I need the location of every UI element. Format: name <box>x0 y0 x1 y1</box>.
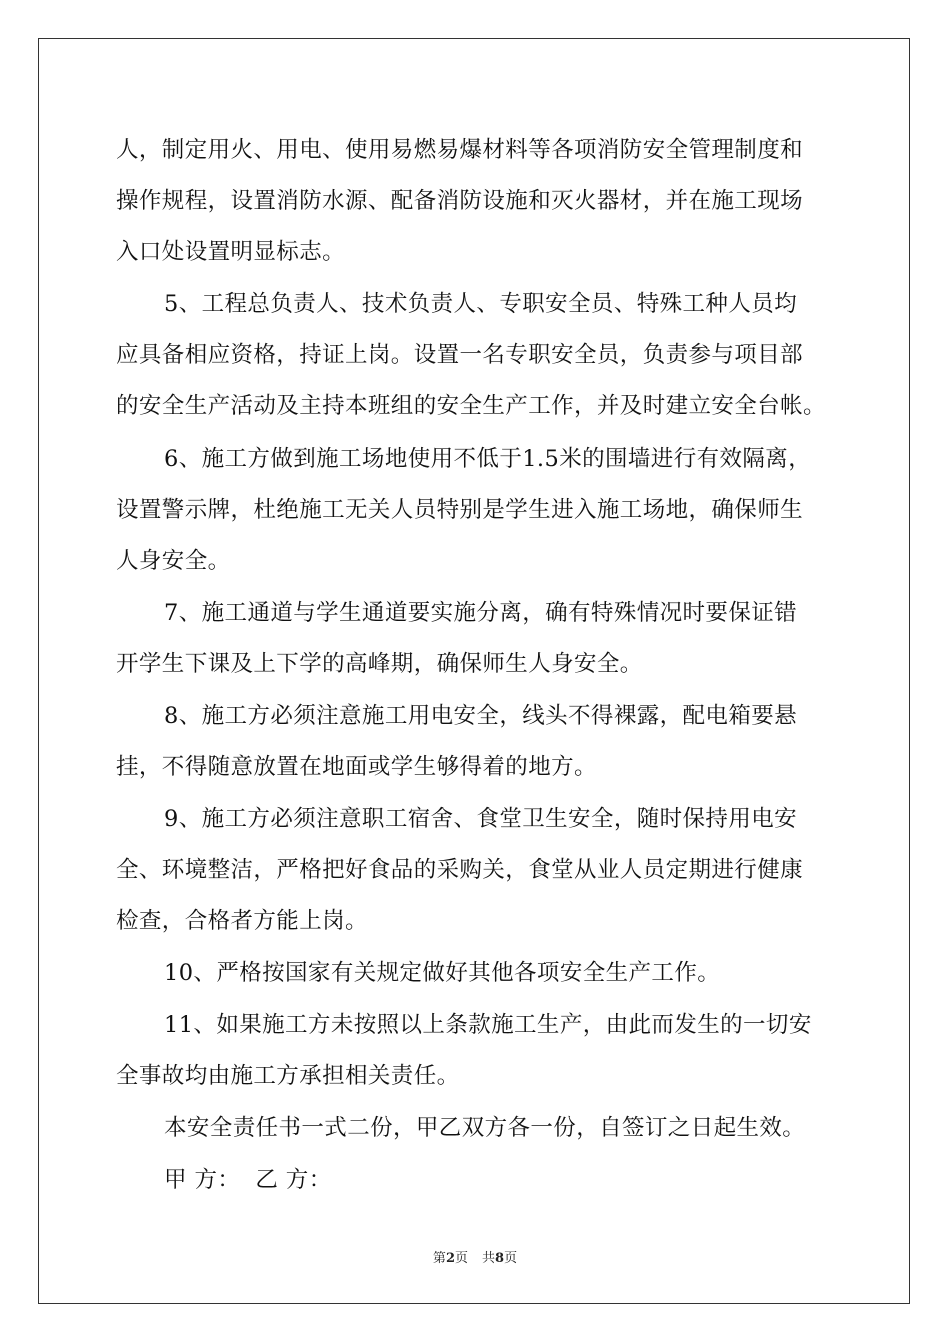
effective-clause-line: 本安全责任书一式二份，甲乙双方各一份，自签订之日起生效。 <box>164 1115 806 1141</box>
text-line: 操作规程，设置消防水源、配备消防设施和灭火器材，并在施工现场 <box>116 188 804 214</box>
text-line: 应具备相应资格，持证上岗。设置一名专职安全员，负责参与项目部 <box>116 342 804 368</box>
text-line: 设置警示牌，杜绝施工无关人员特别是学生进入施工场地，确保师生 <box>116 497 804 523</box>
text-line: 挂，不得随意放置在地面或学生够得着的地方。 <box>116 754 597 780</box>
text-line: 全、环境整洁，严格把好食品的采购关，食堂从业人员定期进行健康 <box>116 857 804 883</box>
paragraph-5-line: 5、工程总负责人、技术负责人、专职安全员、特殊工种人员均 <box>164 291 798 317</box>
page-prefix: 第 <box>432 1251 446 1266</box>
text-line: 全事故均由施工方承担相关责任。 <box>116 1063 460 1089</box>
paragraph-9-line: 9、施工方必须注意职工宿舍、食堂卫生安全，随时保持用电安 <box>164 806 798 832</box>
paragraph-6-line: 6、施工方做到施工场地使用不低于1.5米的围墙进行有效隔离， <box>164 446 812 472</box>
page-number: 2 <box>445 1251 455 1266</box>
paragraph-7-line: 7、施工通道与学生通道要实施分离，确有特殊情况时要保证错 <box>164 600 798 626</box>
signature-parties-line: 甲 方： 乙 方： <box>164 1167 332 1193</box>
text-line: 入口处设置明显标志。 <box>116 239 346 265</box>
paragraph-11-line: 11、如果施工方未按照以上条款施工生产，由此而发生的一切安 <box>164 1012 812 1038</box>
page-suffix: 页 <box>454 1251 468 1266</box>
total-pages: 8 <box>495 1251 505 1266</box>
paragraph-10-line: 10、严格按国家有关规定做好其他各项安全生产工作。 <box>164 960 721 986</box>
text-line: 检查，合格者方能上岗。 <box>116 908 368 934</box>
text-line: 人，制定用火、用电、使用易燃易爆材料等各项消防安全管理制度和 <box>116 137 804 163</box>
total-suffix: 页 <box>504 1251 518 1266</box>
paragraph-8-line: 8、施工方必须注意施工用电安全，线头不得裸露，配电箱要悬 <box>164 703 798 729</box>
page-footer <box>0 1247 950 1266</box>
text-line: 开学生下课及上下学的高峰期，确保师生人身安全。 <box>116 651 643 677</box>
total-prefix: 共 <box>482 1251 496 1266</box>
text-line: 人身安全。 <box>116 548 231 574</box>
text-line: 的安全生产活动及主持本班组的安全生产工作，并及时建立安全台帐。 <box>116 393 826 419</box>
